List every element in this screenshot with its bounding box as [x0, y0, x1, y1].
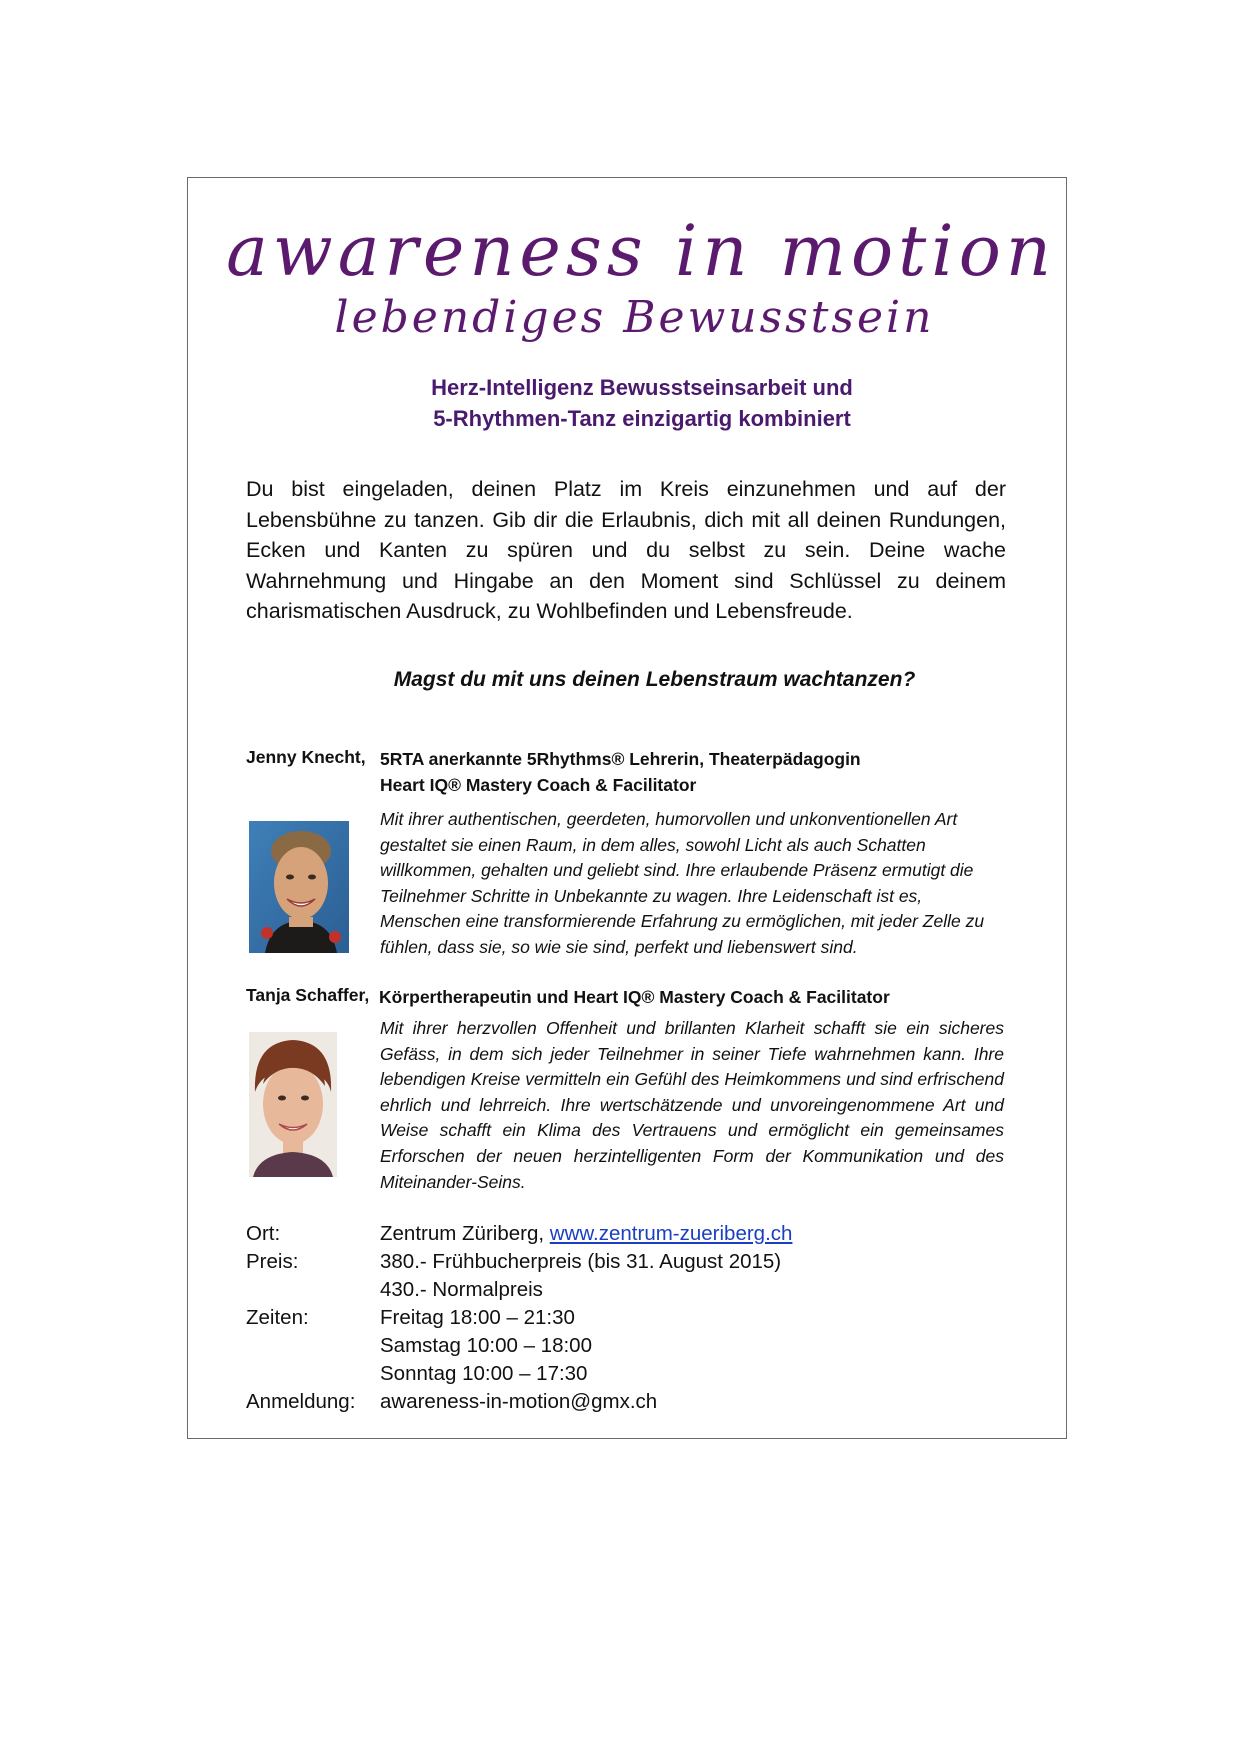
bio-jenny: Mit ihrer authentischen, geerdeten, humorvollen und unkonventionellen Art gestaltet sie einen Raum, in dem alles, sowohl Licht als auch Schatten willkommen, gehalten und geliebt sind. Ihre erlaubende Präsenz ermutigt die Teilnehmer Schritte in Unbekannte zu wagen. Ihre Leidenschaft ist es, Menschen eine transformierende Erfahrung zu ermöglichen, mit jeder Zelle zu fühlen, dass sie, so wie sie sind, perfekt und liebenswert sind.	[380, 809, 985, 957]
person-name-tanja: Tanja Schaffer,	[246, 985, 370, 1005]
time-sunday: Sonntag 10:00 – 17:30	[380, 1362, 588, 1385]
location-label: Ort:	[246, 1222, 281, 1245]
tagline	[187, 372, 1067, 434]
portrait-tanja-image	[249, 1032, 337, 1177]
tagline-line-2: 5-Rhythmen-Tanz einzigartig kombiniert	[433, 406, 851, 431]
price-label: Preis:	[246, 1250, 299, 1273]
time-saturday: Samstag 10:00 – 18:00	[380, 1334, 592, 1357]
price-normal: 430.- Normalpreis	[380, 1278, 543, 1301]
main-title: awareness in motion	[226, 210, 1056, 292]
registration-email[interactable]: awareness-in-motion@gmx.ch	[380, 1390, 658, 1413]
photo-jenny	[249, 821, 349, 953]
bio-tanja: Mit ihrer herzvollen Offenheit und brillanten Klarheit schafft sie ein sicheres Gefäss, in dem sich jeder Teilnehmer in seiner Tiefe wahrnehmen kann. Ihre lebendigen Kreise vermitteln ein Gefühl des Heimkommens und sind erfrischend ehrlich und lehrreich. Ihre wertschätzende und unvoreingenommene Art und Weise schafft ein Klima des Vertrauens und ermöglicht ein gemeinsames Erforschen der neuen herzintelligenten Form der Kommunikation und des Miteinander-Seins.	[380, 1018, 1004, 1192]
price-early: 380.- Frühbucherpreis (bis 31. August 2015)	[380, 1250, 782, 1273]
times-label: Zeiten:	[246, 1306, 309, 1329]
person-role-tanja-line-1: Körpertherapeutin und Heart IQ® Mastery Coach & Facilitator	[379, 987, 890, 1007]
person-role-jenny	[380, 746, 861, 798]
tagline-line-1: Herz-Intelligenz Bewusstseinsarbeit und	[431, 375, 853, 400]
location-name: Zentrum Züriberg,	[380, 1222, 545, 1245]
photo-tanja	[249, 1032, 337, 1177]
person-role-jenny-line-1: 5RTA anerkannte 5Rhythms® Lehrerin, Theaterpädagogin	[380, 749, 861, 769]
person-role-tanja	[379, 984, 890, 1010]
location-link[interactable]: www.zentrum-zueriberg.ch	[549, 1222, 793, 1245]
sub-title: lebendiges Bewusstsein	[334, 292, 935, 343]
intro-paragraph: Du bist eingeladen, deinen Platz im Kreis einzunehmen und auf der Lebensbühne zu tanzen. Gib dir die Erlaubnis, dich mit all deinen Rundungen, Ecken und Kanten zu spüren und du selbst zu sein. Deine wache Wahrnehmung und Hingabe an den Moment sind Schlüssel zu deinem charismatischen Ausdruck, zu Wohlbefinden und Lebensfreude.	[246, 477, 1006, 623]
registration-label: Anmeldung:	[246, 1390, 356, 1413]
person-role-jenny-line-2: Heart IQ® Mastery Coach & Facilitator	[380, 775, 697, 795]
portrait-jenny-image	[249, 821, 349, 953]
person-name-jenny: Jenny Knecht,	[246, 747, 366, 767]
invitation-question: Magst du mit uns deinen Lebenstraum wachtanzen?	[393, 668, 916, 691]
location-value	[380, 1222, 792, 1246]
time-friday: Freitag 18:00 – 21:30	[380, 1306, 575, 1329]
